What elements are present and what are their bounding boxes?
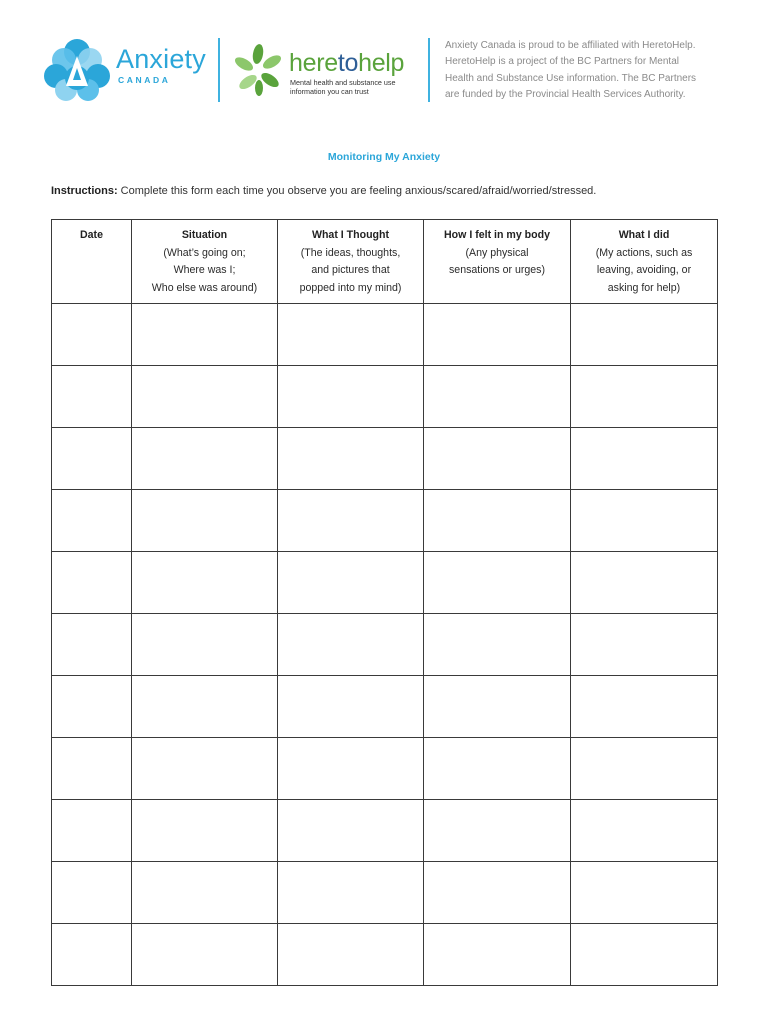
date-cell[interactable] [52,366,132,428]
column-description: popped into my mind) [299,281,402,294]
body-cell[interactable] [424,800,571,862]
table-row [52,738,718,800]
column-description: (My actions, such as [595,246,693,259]
table-header-row [52,220,718,304]
thought-cell[interactable] [278,366,424,428]
anxiety-canada-logo-icon [44,38,110,102]
body-cell[interactable] [424,428,571,490]
heretohelp-logo [232,40,422,100]
column-title: Date [80,229,103,241]
column-description: leaving, avoiding, or [596,264,692,276]
body-cell[interactable] [424,862,571,924]
affiliation-line: Health and Substance Use information. The BC Partners [445,72,697,84]
heretohelp-word-here: here [289,49,338,77]
date-cell[interactable] [52,614,132,676]
column-description: (The ideas, thoughts, [300,246,401,259]
affiliation-line: are funded by the Provincial Health Services Authority. [445,88,686,100]
action-cell[interactable] [571,366,718,428]
table-row [52,552,718,614]
situation-cell[interactable] [132,924,278,986]
tagline-line: Mental health and substance use [290,78,396,87]
heretohelp-wordmark [289,51,404,76]
page-header [0,0,768,130]
table-row [52,614,718,676]
instructions [51,185,596,197]
thought-cell[interactable] [278,490,424,552]
affiliation-line: Anxiety Canada is proud to be affiliated with HeretoHelp. [445,40,696,51]
column-header-body [424,220,571,304]
heretohelp-word-help: help [358,49,405,77]
table-row [52,428,718,490]
affiliation-line: HeretoHelp is a project of the BC Partners for Mental [445,56,679,68]
affiliation-text [445,38,745,103]
situation-cell[interactable] [132,366,278,428]
column-description: and pictures that [311,264,390,276]
column-title: Situation [181,229,228,241]
column-header-thought [278,220,424,304]
table-row [52,366,718,428]
action-cell[interactable] [571,614,718,676]
situation-cell[interactable] [132,490,278,552]
situation-cell[interactable] [132,738,278,800]
date-cell[interactable] [52,304,132,366]
action-cell[interactable] [571,676,718,738]
situation-cell[interactable] [132,676,278,738]
situation-cell[interactable] [132,428,278,490]
date-cell[interactable] [52,428,132,490]
date-cell[interactable] [52,862,132,924]
action-cell[interactable] [571,862,718,924]
action-cell[interactable] [571,738,718,800]
column-header-action [571,220,718,304]
table-row [52,676,718,738]
column-description: (Any physical [465,246,529,259]
table-row [52,304,718,366]
date-cell[interactable] [52,676,132,738]
action-cell[interactable] [571,552,718,614]
situation-cell[interactable] [132,304,278,366]
column-description: asking for help) [607,281,681,294]
thought-cell[interactable] [278,614,424,676]
date-cell[interactable] [52,552,132,614]
body-cell[interactable] [424,366,571,428]
anxiety-canada-logo [44,36,214,102]
action-cell[interactable] [571,490,718,552]
column-title: How I felt in my body [444,229,550,241]
thought-cell[interactable] [278,924,424,986]
anxiety-log-table [51,219,718,986]
body-cell[interactable] [424,924,571,986]
date-cell[interactable] [52,800,132,862]
thought-cell[interactable] [278,800,424,862]
affiliation-divider [428,38,430,102]
form-title: Monitoring My Anxiety [327,151,441,163]
body-cell[interactable] [424,490,571,552]
anxiety-canada-subtitle: CANADA [118,75,171,85]
table-row [52,490,718,552]
date-cell[interactable] [52,924,132,986]
thought-cell[interactable] [278,552,424,614]
column-description: sensations or urges) [449,264,545,276]
date-cell[interactable] [52,490,132,552]
action-cell[interactable] [571,800,718,862]
heretohelp-word-to: to [337,49,359,77]
instructions-text: Complete this form each time you observe you are feeling anxious/scared/afraid/worried/stressed. [117,185,597,197]
thought-cell[interactable] [278,676,424,738]
body-cell[interactable] [424,614,571,676]
situation-cell[interactable] [132,552,278,614]
heretohelp-leaf-icon [232,42,284,96]
column-header-date [52,220,132,304]
tagline-line: information you can trust [290,87,369,96]
instructions-label: Instructions: [51,185,118,197]
thought-cell[interactable] [278,428,424,490]
anxiety-canada-wordmark: Anxiety [116,44,206,74]
table-row [52,800,718,862]
column-title: What I Thought [311,229,390,241]
situation-cell[interactable] [132,614,278,676]
date-cell[interactable] [52,738,132,800]
body-cell[interactable] [424,738,571,800]
situation-cell[interactable] [132,800,278,862]
body-cell[interactable] [424,552,571,614]
table-body [52,304,718,986]
thought-cell[interactable] [278,862,424,924]
action-cell[interactable] [571,304,718,366]
logo-divider [218,38,220,102]
table-row [52,924,718,986]
column-description: Where was I; [173,264,236,276]
column-header-situation [132,220,278,304]
column-description: Who else was around) [151,281,258,294]
thought-cell[interactable] [278,738,424,800]
body-cell[interactable] [424,676,571,738]
action-cell[interactable] [571,924,718,986]
column-description: (What’s going on; [163,246,246,259]
body-cell[interactable] [424,304,571,366]
action-cell[interactable] [571,428,718,490]
column-title: What I did [618,229,670,241]
table-row [52,862,718,924]
heretohelp-tagline [290,78,396,96]
situation-cell[interactable] [132,862,278,924]
thought-cell[interactable] [278,304,424,366]
